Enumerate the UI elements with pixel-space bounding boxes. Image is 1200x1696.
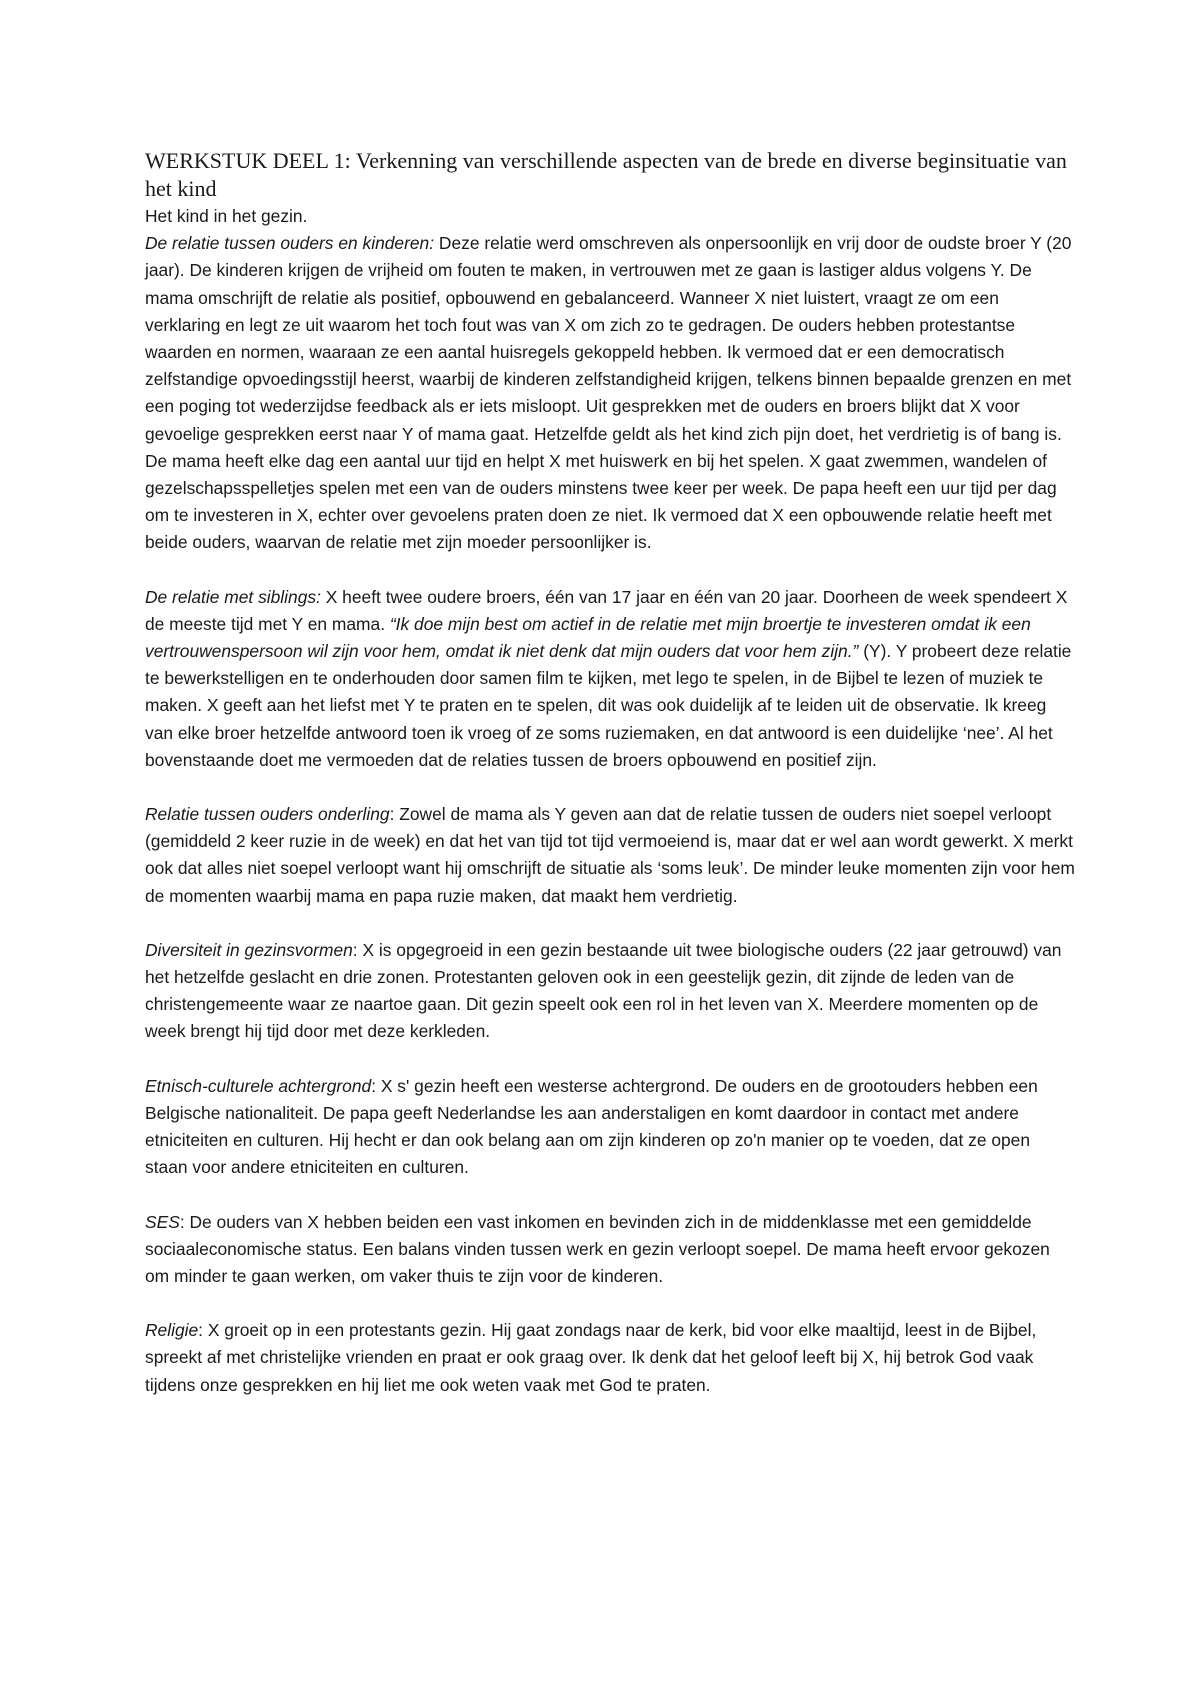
section-label: Diversiteit in gezinsvormen <box>145 939 353 960</box>
section-etnisch-cultureel <box>145 1073 1075 1182</box>
document-subtitle: Het kind in het gezin. <box>145 206 308 226</box>
section-siblings <box>145 584 1075 774</box>
section-text: : Zowel de mama als Y geven aan dat de relatie tussen de ouders niet soepel verloopt (gemiddeld 2 keer ruzie in de week) en dat het van tijd tot tijd vermoeiend is, maar dat er wel aan wordt gewerkt. X merkt ook dat alles niet soepel verloopt want hij omschrijft de situatie als ‘soms leuk’. De minder leuke momenten zijn voor hem de momenten waarbij mama en papa ruzie maken, dat maakt hem verdrietig. <box>145 804 1075 906</box>
section-label: Etnisch-culturele achtergrond <box>145 1075 372 1096</box>
section-text: : De ouders van X hebben beiden een vast inkomen en bevinden zich in de middenklasse met een gemiddelde sociaaleconomische status. Een balans vinden tussen werk en gezin verloopt soepel. De mama heeft ervoor gekozen om minder te gaan werken, om vaker thuis te zijn voor de kinderen. <box>145 1211 1050 1286</box>
section-label: Religie <box>145 1320 199 1341</box>
section-text: : X is opgegroeid in een gezin bestaande uit twee biologische ouders (22 jaar getrouwd) van het hetzelfde geslacht en drie zonen. Protestanten geloven ook in een geestelijk gezin, dit zijnde de leden van de christengemeente waar ze naartoe gaan. Dit gezin speelt ook een rol in het leven van X. Meerdere momenten op de week brengt hij tijd door met deze kerkleden. <box>145 939 1062 1042</box>
section-label: De relatie tussen ouders en kinderen: <box>145 233 435 254</box>
section-ouders-onderling <box>145 801 1075 910</box>
section-label: De relatie met siblings: <box>145 586 321 607</box>
section-religie <box>145 1317 1075 1399</box>
document-title: WERKSTUK DEEL 1: Verkenning van verschillende aspecten van de brede en diverse beginsituatie van het kind <box>145 148 1067 201</box>
section-text: Deze relatie werd omschreven als onpersoonlijk en vrij door de oudste broer Y (20 jaar). De kinderen krijgen de vrijheid om fouten te maken, in vertrouwen met ze gaan is lastiger aldus volgens Y. De mama omschrijft de relatie als positief, opbouwend en gebalanceerd. Wanneer X niet luistert, vraagt ze om een verklaring en legt ze uit waarom het toch fout was van X om zich zo te gedragen. De ouders hebben protestantse waarden en normen, waaraan ze een aantal huisregels gekoppeld hebben. Ik vermoed dat er een democratisch zelfstandige opvoedingsstijl heerst, waarbij de kinderen zelfstandigheid krijgen, telkens binnen bepaalde grenzen en met een poging tot wederzijdse feedback als er iets misloopt. Uit gesprekken met de ouders en broers blijkt dat X voor gevoelige gesprekken eerst naar Y of mama gaat. Hetzelfde geldt als het kind zich pijn doet, het verdrietig is of bang is. De mama heeft elke dag een aantal uur tijd en helpt X met huiswerk en bij het spelen. X gaat zwemmen, wandelen of gezelschapsspelletjes spelen met een van de ouders minstens twee keer per week. De papa heeft een uur tijd per dag om te investeren in X, echter over gevoelens praten doen ze niet. Ik vermoed dat X een opbouwende relatie heeft met beide ouders, waarvan de relatie met zijn moeder persoonlijker is. <box>145 233 1072 553</box>
section-ses <box>145 1209 1075 1291</box>
document-page <box>145 147 1075 1399</box>
section-gezinsvormen <box>145 937 1075 1046</box>
section-label: Relatie tussen ouders onderling <box>145 804 390 825</box>
section-text: X heeft twee oudere broers, één van 17 jaar en één van 20 jaar. Doorheen de week spendeert X de meeste tijd met Y en mama. <box>145 586 1068 634</box>
section-text: : X s' gezin heeft een westerse achtergrond. De ouders en de grootouders hebben een Belgische nationaliteit. De papa geeft Nederlandse les aan anderstaligen en komt daardoor in contact met andere etniciteiten en culturen. Hij hecht er dan ook belang aan om zijn kinderen op zo'n manier op te voeden, dat ze open staan voor andere etniciteiten en culturen. <box>145 1075 1038 1178</box>
section-text: (Y). Y probeert deze relatie te bewerkstelligen en te onderhouden door samen film te kijken, met lego te spelen, in de Bijbel te lezen of muziek te maken. X geeft aan het liefst met Y te praten en te spelen, dit was ook duidelijk af te leiden uit de observatie. Ik kreeg van elke broer hetzelfde antwoord toen ik vroeg of ze soms ruziemaken, en dat antwoord is een duidelijke ‘nee’. Al het bovenstaande doet me vermoeden dat de relaties tussen de broers opbouwend en positief zijn. <box>145 641 1072 770</box>
section-label: SES <box>145 1211 180 1232</box>
section-text: : X groeit op in een protestants gezin. Hij gaat zondags naar de kerk, bid voor elke maaltijd, leest in de Bijbel, spreekt af met christelijke vrienden en praat er ook graag over. Ik denk dat het geloof leeft bij X, hij betrok God vaak tijdens onze gesprekken en hij liet me ook weten vaak met God te praten. <box>145 1320 1037 1395</box>
section-quote: “Ik doe mijn best om actief in de relatie met mijn broertje te investeren omdat ik een vertrouwenspersoon wil zijn voor hem, omdat ik niet denk dat mijn ouders dat voor hem zijn.” <box>145 613 1031 662</box>
section-ouders-kinderen <box>145 230 1075 556</box>
